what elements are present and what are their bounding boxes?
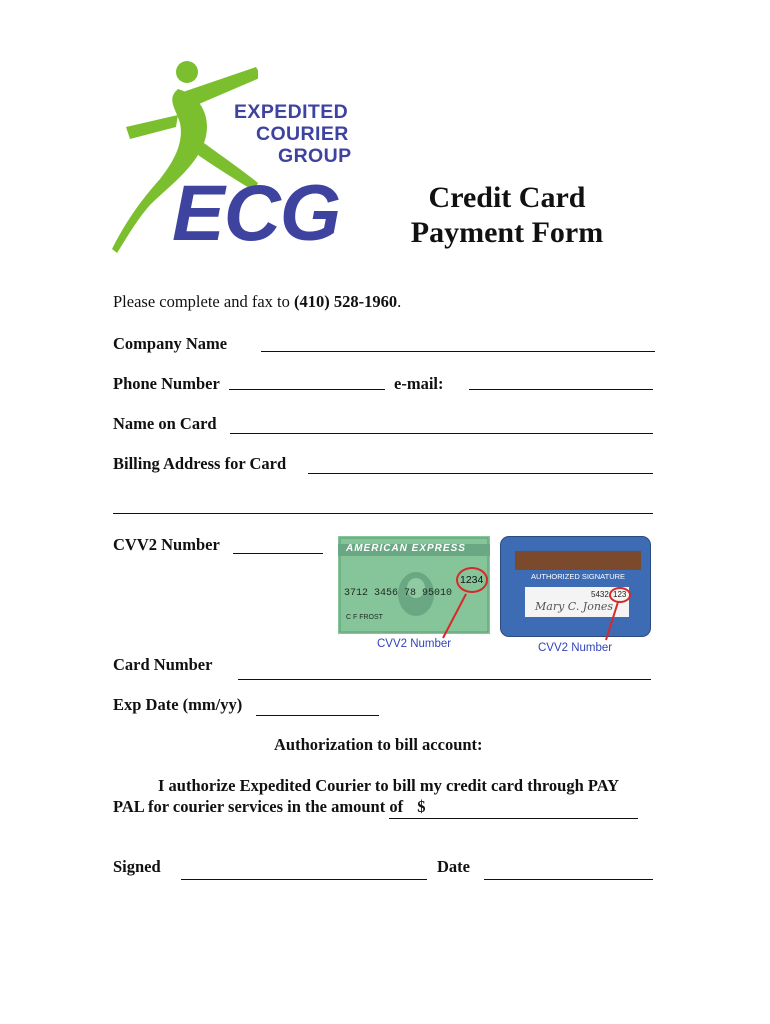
phone-number-label: Phone Number xyxy=(113,374,220,393)
amex-cvv-value: 1234 xyxy=(460,574,484,586)
card-number-field[interactable] xyxy=(238,679,651,680)
title-line-1: Credit Card xyxy=(428,181,586,214)
card-number-label: Card Number xyxy=(113,655,213,674)
back-cvv-caption: CVV2 Number xyxy=(538,642,613,654)
logo-text-group: GROUP xyxy=(278,145,352,167)
signature-label: AUTHORIZED SIGNATURE xyxy=(531,572,626,581)
email-field[interactable] xyxy=(469,389,653,390)
company-name-field[interactable] xyxy=(261,351,655,352)
logo-text-expedited: EXPEDITED xyxy=(234,101,349,123)
exp-date-label: Exp Date (mm/yy) xyxy=(113,695,243,714)
date-label: Date xyxy=(437,857,470,876)
logo-text-courier: COURIER xyxy=(256,123,349,145)
currency-symbol: $ xyxy=(417,797,426,816)
authorization-amount-text: PAL for courier services in the amount of xyxy=(113,797,404,816)
fax-instructions xyxy=(113,292,401,312)
authorization-heading: Authorization to bill account: xyxy=(274,735,483,754)
authorization-text-line-2 xyxy=(113,797,425,817)
name-on-card-label: Name on Card xyxy=(113,414,217,433)
back-cvv-pointer xyxy=(500,536,660,656)
title-line-2: Payment Form xyxy=(410,216,604,249)
signature-field[interactable] xyxy=(181,879,427,880)
authorization-text-line-1: I authorize Expedited Courier to bill my credit card through PAY xyxy=(158,776,620,795)
company-logo xyxy=(108,55,368,260)
amex-brand-text: AMERICAN EXPRESS xyxy=(346,543,466,554)
exp-date-field[interactable] xyxy=(256,715,379,716)
billing-address-label: Billing Address for Card xyxy=(113,454,287,473)
name-on-card-field[interactable] xyxy=(230,433,653,434)
amount-field[interactable] xyxy=(389,818,638,819)
signature-digits: 5432 xyxy=(591,590,609,599)
instructions-prefix: Please complete and fax to xyxy=(113,292,294,311)
form-title xyxy=(396,180,618,250)
email-label: e-mail: xyxy=(394,374,444,393)
billing-address-field[interactable] xyxy=(308,473,653,474)
date-field[interactable] xyxy=(484,879,653,880)
cvv2-field[interactable] xyxy=(233,553,323,554)
billing-address-field-line-2[interactable] xyxy=(113,513,653,514)
signed-label: Signed xyxy=(113,857,161,876)
signature-cvv: 123 xyxy=(613,590,627,599)
logo-text-ecg: ECG xyxy=(172,168,341,257)
cvv2-label: CVV2 Number xyxy=(113,535,220,554)
fax-number: (410) 528-1960 xyxy=(293,292,398,311)
amex-card-holder: C F FROST xyxy=(346,614,383,621)
phone-number-field[interactable] xyxy=(229,389,385,390)
amex-card-number: 3712 3456 78 95010 xyxy=(344,588,453,599)
amex-cvv-caption: CVV2 Number xyxy=(377,638,452,650)
company-name-label: Company Name xyxy=(113,334,228,353)
signature-name: Mary C. Jones xyxy=(535,600,614,613)
instructions-suffix: . xyxy=(397,292,402,311)
